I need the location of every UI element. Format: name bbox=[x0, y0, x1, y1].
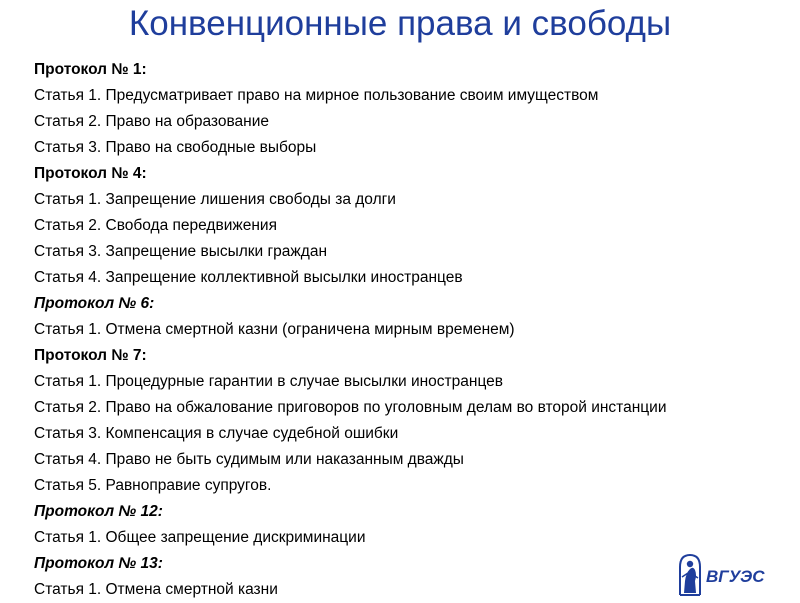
article-item: Статья 3. Запрещение высылки граждан bbox=[34, 243, 328, 260]
page-title: Конвенционные права и свободы bbox=[128, 4, 672, 43]
protocol-heading: Протокол № 6: bbox=[34, 295, 155, 312]
protocol-heading: Протокол № 7: bbox=[34, 347, 147, 364]
university-logo bbox=[676, 553, 791, 597]
article-item: Статья 2. Право на образование bbox=[34, 113, 269, 130]
article-item: Статья 3. Право на свободные выборы bbox=[34, 139, 317, 156]
protocol-heading: Протокол № 4: bbox=[34, 165, 147, 182]
article-item: Статья 2. Свобода передвижения bbox=[34, 217, 277, 234]
protocol-list bbox=[34, 57, 790, 603]
protocol-heading: Протокол № 13: bbox=[34, 555, 163, 572]
article-item: Статья 5. Равноправие супругов. bbox=[34, 477, 272, 494]
article-item: Статья 4. Право не быть судимым или наказанным дважды bbox=[34, 451, 464, 468]
protocol-heading: Протокол № 1: bbox=[34, 61, 147, 78]
article-item: Статья 2. Право на обжалование приговоров по уголовным делам во второй инстанции bbox=[34, 399, 667, 416]
logo-emblem-icon bbox=[680, 555, 700, 595]
protocol-heading: Протокол № 12: bbox=[34, 503, 163, 520]
article-item: Статья 3. Компенсация в случае судебной ошибки bbox=[34, 425, 399, 442]
article-item: Статья 1. Процедурные гарантии в случае высылки иностранцев bbox=[34, 373, 504, 390]
article-item: Статья 1. Отмена смертной казни bbox=[34, 581, 278, 598]
article-item: Статья 1. Запрещение лишения свободы за долги bbox=[34, 191, 396, 208]
logo-wordmark: ВГУЭС bbox=[706, 567, 765, 586]
article-item: Статья 1. Отмена смертной казни (ограничена мирным временем) bbox=[34, 321, 515, 338]
article-item: Статья 1. Предусматривает право на мирное пользование своим имуществом bbox=[34, 87, 599, 104]
article-item: Статья 4. Запрещение коллективной высылки иностранцев bbox=[34, 269, 463, 286]
article-item: Статья 1. Общее запрещение дискриминации bbox=[34, 529, 366, 546]
